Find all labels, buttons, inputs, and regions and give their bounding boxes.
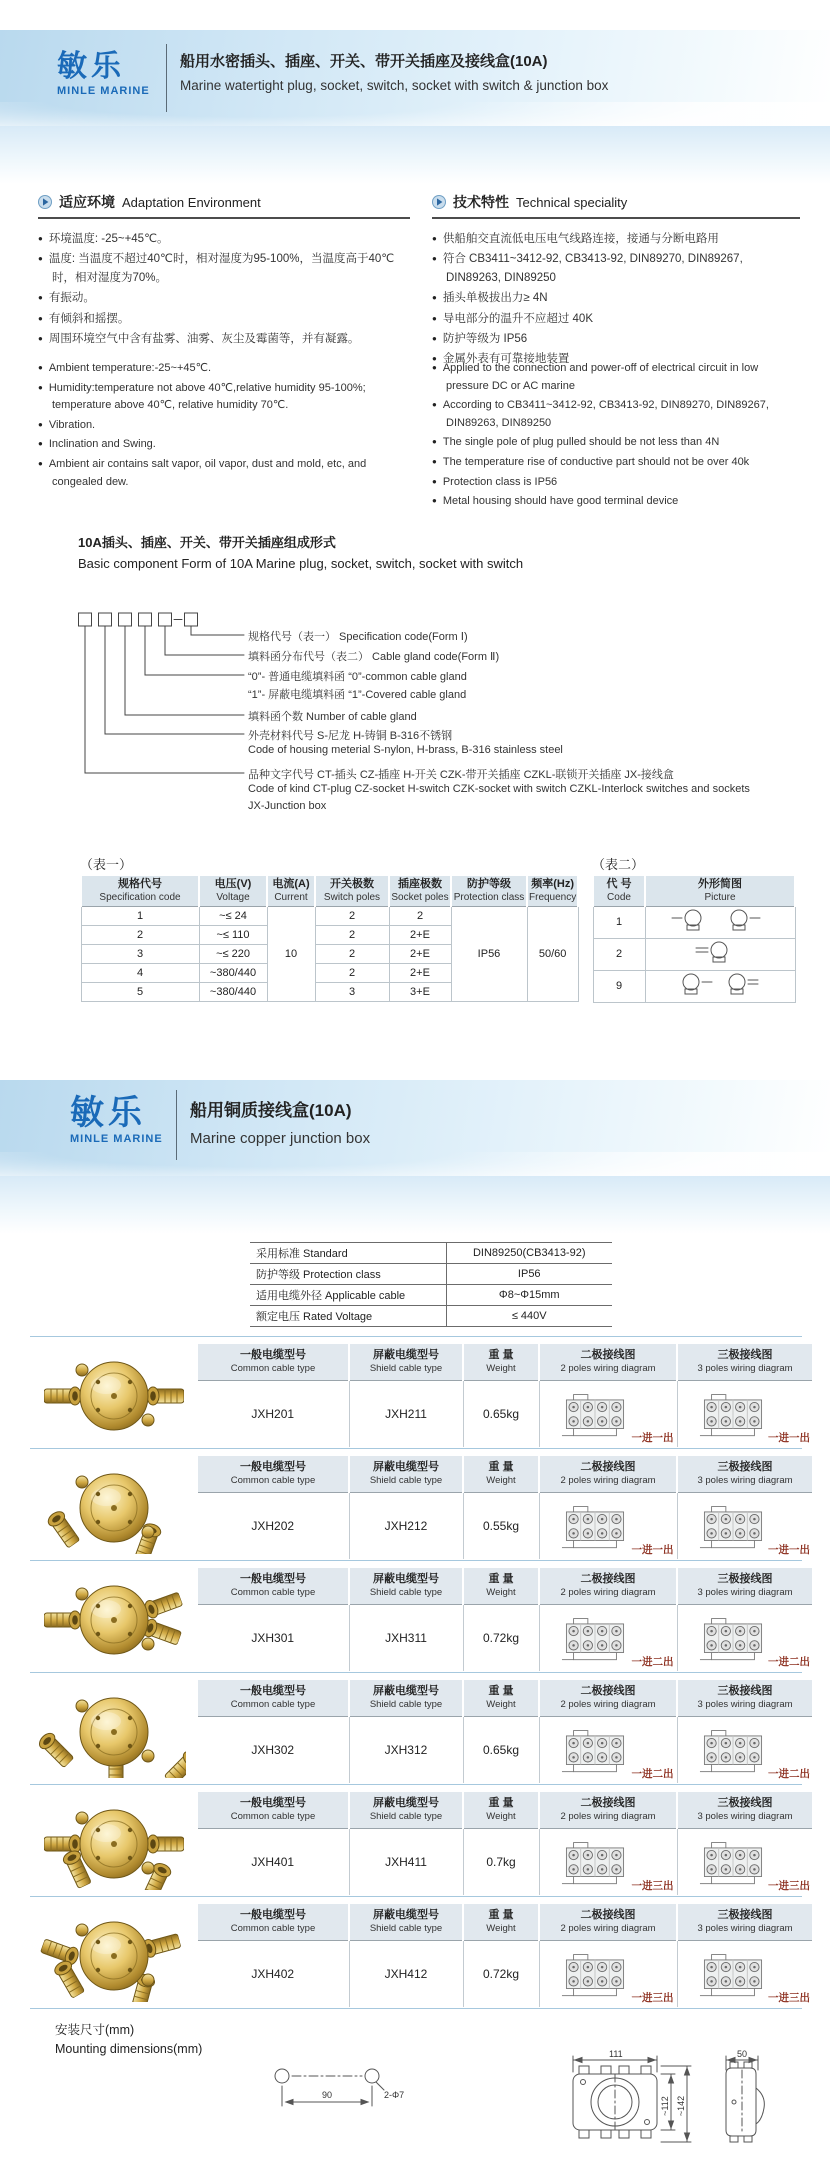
product-table: [196, 1456, 814, 1559]
weight-value: 0.7kg: [463, 1829, 539, 1896]
list-item: ● Humidity:temperature not above 40℃,relative humidity 95-100%; temperature above 40℃, relative humidity 70℃.: [38, 380, 410, 415]
wiring-3pole-cell: [677, 1605, 813, 1672]
product-row-jxh301: [0, 1560, 830, 1672]
list-item: ● 环境温度: -25~+45℃。: [38, 230, 410, 248]
adaptation-title-en: Adaptation Environment: [122, 194, 261, 210]
col-frequency: 频率(Hz) Frequency: [527, 876, 578, 906]
col-voltage: 电压(V) Voltage: [199, 876, 267, 906]
logo-cn-text: 敏乐: [57, 50, 125, 83]
wiring-caption: 一进二出: [631, 1768, 674, 1780]
wiring-caption: 一进三出: [631, 1880, 674, 1892]
terminal-block-icon: [693, 1615, 773, 1665]
common-cable-model: JXH402: [251, 1967, 295, 1981]
gland-layout-icon: [660, 972, 780, 998]
product-photo-jxh302: [36, 1682, 186, 1778]
logo-en-text: MINLE MARINE: [70, 1133, 163, 1145]
terminal-block-icon: [555, 1951, 635, 2001]
terminal-block-icon: [693, 1951, 773, 2001]
common-cable-model: JXH302: [251, 1743, 295, 1757]
adaptation-list-en: [38, 360, 410, 493]
brand-logo: [70, 1096, 163, 1145]
col-spec: 规格代号 Specification code: [81, 876, 199, 906]
gland-picture-2: [645, 938, 795, 970]
terminal-block-icon: [693, 1503, 773, 1553]
terminal-block-icon: [555, 1503, 635, 1553]
adaptation-section: [38, 192, 410, 488]
list-item: ● Ambient temperature:-25~+45℃.: [38, 360, 410, 378]
header-band-2-fade: [0, 1176, 830, 1234]
page-title-block: [190, 1096, 790, 1147]
product-table: [196, 1792, 814, 1895]
col-current: 电流(A) Current: [267, 876, 315, 906]
code-label-material: 外壳材料代号 S-尼龙 H-铸铜 B-316不锈钢: [248, 730, 453, 742]
terminal-block-icon: [693, 1391, 773, 1441]
product-photo-jxh202: [36, 1458, 186, 1554]
product-photo-jxh201: [36, 1346, 186, 1442]
table-header-row: [81, 876, 578, 906]
component-title-en: Basic component Form of 10A Marine plug, socket, switch, socket with switch: [78, 556, 524, 571]
technical-list-cn: [432, 230, 800, 371]
form2-label: （表二）: [592, 857, 645, 872]
list-item: ● Metal housing should have good terminal device: [432, 493, 800, 511]
terminal-block-icon: [555, 1391, 635, 1441]
table-row: [197, 1493, 813, 1560]
shield-cable-model: JXH312: [349, 1717, 463, 1784]
code-label-gland-1: “1”- 屏蔽电缆填料函 “1”-Covered cable gland: [248, 689, 467, 701]
component-code-section: [78, 532, 798, 832]
mounting-title-cn: 安装尺寸(mm): [55, 2023, 135, 2037]
dim-width: 111: [609, 2050, 623, 2059]
wiring-2pole-cell: [539, 1717, 677, 1784]
table-header-row: [593, 876, 795, 906]
wiring-2pole-cell: [539, 1381, 677, 1448]
form1-label: （表一）: [80, 857, 133, 872]
list-item: ● 周围环境空气中含有盐雾、油雾、灰尘及霉菌等，并有凝露。: [38, 330, 410, 348]
product-table: [196, 1344, 814, 1447]
col-code: 代 号 Code: [593, 876, 645, 906]
terminal-block-icon: [555, 1727, 635, 1777]
table-row: [197, 1717, 813, 1784]
table-row: [197, 1381, 813, 1448]
wiring-caption: 一进一出: [768, 1432, 810, 1444]
page-title-cn: 船用铜质接线盒(10A): [190, 1101, 352, 1120]
table-row: 2 ~≤ 110 2 2+E: [81, 925, 578, 944]
wiring-3pole-cell: [677, 1829, 813, 1896]
header-band-1-fade: [0, 126, 830, 184]
front-view-drawing: [535, 2050, 700, 2154]
mounting-title-en: Mounting dimensions(mm): [55, 2042, 203, 2056]
code-label-kind-en2: JX-Junction box: [248, 800, 327, 812]
gland-picture-1: [645, 906, 795, 938]
product-table: [196, 1568, 814, 1671]
dim-h1: ~112: [660, 2096, 670, 2116]
table-row: 5 ~380/440 3 3+E: [81, 982, 578, 1001]
header-divider: [176, 1090, 177, 1160]
standard-value: IP56: [446, 1264, 612, 1285]
table-row: [250, 1285, 612, 1306]
product-row-jxh401: [0, 1784, 830, 1896]
common-cable-model: JXH201: [251, 1407, 295, 1421]
list-item: ● The temperature rise of conductive part should not be over 40k: [432, 454, 800, 472]
page-title-en: Marine watertight plug, socket, switch, socket with switch & junction box: [180, 78, 609, 93]
standards-table: [250, 1242, 612, 1327]
technical-title-en: Technical speciality: [516, 194, 628, 210]
current-merged: 10: [267, 906, 315, 1001]
weight-value: 0.72kg: [463, 1941, 539, 2008]
gland-layout-icon: [660, 940, 780, 966]
table-row: 1: [593, 906, 795, 938]
wiring-3pole-cell: [677, 1381, 813, 1448]
standard-label: 防护等级 Protection class: [250, 1264, 446, 1285]
list-item: ● 插头单极拔出力≥ 4N: [432, 289, 800, 307]
list-item: ● 有倾斜和摇摆。: [38, 310, 410, 328]
table-row: 4 ~380/440 2 2+E: [81, 963, 578, 982]
technical-list-en: [432, 360, 800, 513]
list-item: ● Protection class is IP56: [432, 474, 800, 492]
header-divider: [166, 44, 167, 112]
table-row: [197, 1941, 813, 2008]
col-switch-poles: 开关极数 Switch poles: [315, 876, 389, 906]
table-row: [250, 1306, 612, 1327]
form1-table: [80, 876, 579, 1002]
technical-section: [432, 192, 800, 508]
code-label-kind-en: Code of kind CT-plug CZ-socket H-switch CZK-socket with switch CZKL-Interlock switches and sockets: [248, 783, 750, 795]
wiring-2pole-cell: [539, 1941, 677, 2008]
shield-cable-model: JXH411: [349, 1829, 463, 1896]
side-view-drawing: [700, 2050, 784, 2154]
dim-hole-size: 2-Φ7: [384, 2090, 405, 2100]
wiring-3pole-cell: [677, 1493, 813, 1560]
weight-value: 0.65kg: [463, 1381, 539, 1448]
product-row-jxh402: [0, 1896, 830, 2008]
list-item: ● Inclination and Swing.: [38, 436, 410, 454]
gland-picture-9: [645, 970, 795, 1002]
wiring-2pole-cell: [539, 1605, 677, 1672]
standard-label: 适用电缆外径 Applicable cable: [250, 1285, 446, 1306]
dim-h2: ~142: [676, 2095, 686, 2117]
shield-cable-model: JXH211: [349, 1381, 463, 1448]
form2-table: [592, 876, 796, 1003]
product-photo-jxh402: [36, 1906, 186, 2002]
code-structure-diagram: [78, 612, 258, 812]
wiring-3pole-cell: [677, 1717, 813, 1784]
weight-value: 0.65kg: [463, 1717, 539, 1784]
product-table: [196, 1904, 814, 2007]
table-row: 3 ~≤ 220 2 2+E: [81, 944, 578, 963]
product-row-jxh302: [0, 1672, 830, 1784]
adaptation-title: [38, 192, 410, 219]
list-item: ● 金属外表有可靠接地装置: [432, 350, 800, 368]
table-row: [250, 1243, 612, 1264]
product-photo-jxh301: [36, 1570, 186, 1666]
product-photo-jxh401: [36, 1794, 186, 1890]
dim-hole-span: 90: [322, 2090, 333, 2100]
wiring-caption: 一进一出: [631, 1544, 674, 1556]
wiring-caption: 一进三出: [631, 1992, 674, 2004]
table-header-row: 一般电缆型号 Common cable type 屏蔽电缆型号 Shield cable type 重 量 Weight 二极接线图 2 poles wiring diagram 三极接线图 3 poles wiring diagram: [197, 1344, 813, 1381]
adaptation-title-cn: 适应环境: [59, 194, 115, 210]
standard-label: 额定电压 Rated Voltage: [250, 1306, 446, 1327]
code-label-kind: 品种文字代号 CT-插头 CZ-插座 H-开关 CZK-带开关插座 CZKL-联锁开关插座 JX-接线盒: [248, 769, 674, 781]
list-item: ● The single pole of plug pulled should be not less than 4N: [432, 434, 800, 452]
wiring-caption: 一进二出: [768, 1768, 810, 1780]
table-row: 2: [593, 938, 795, 970]
table-header-row: 一般电缆型号 Common cable type 屏蔽电缆型号 Shield cable type 重 量 Weight 二极接线图 2 poles wiring diagram 三极接线图 3 poles wiring diagram: [197, 1456, 813, 1493]
wiring-caption: 一进三出: [768, 1992, 810, 2004]
logo-en-text: MINLE MARINE: [57, 85, 150, 97]
terminal-block-icon: [555, 1615, 635, 1665]
table-header-row: 一般电缆型号 Common cable type 屏蔽电缆型号 Shield cable type 重 量 Weight 二极接线图 2 poles wiring diagram 三极接线图 3 poles wiring diagram: [197, 1904, 813, 1941]
product-row-jxh201: [0, 1336, 830, 1448]
wiring-caption: 一进一出: [768, 1544, 810, 1556]
logo-cn-text: 敏乐: [70, 1094, 146, 1132]
shield-cable-model: JXH212: [349, 1493, 463, 1560]
list-item: ● 温度: 当温度不超过40℃时，相对湿度为95-100%，当温度高于40℃时，相对湿度为70%。: [38, 250, 410, 287]
table-header-row: 一般电缆型号 Common cable type 屏蔽电缆型号 Shield cable type 重 量 Weight 二极接线图 2 poles wiring diagram 三极接线图 3 poles wiring diagram: [197, 1568, 813, 1605]
common-cable-model: JXH401: [251, 1855, 295, 1869]
list-item: ● Ambient air contains salt vapor, oil vapor, dust and mold, etc, and congealed dew.: [38, 456, 410, 491]
protection-merged: IP56: [451, 906, 527, 1001]
standard-value: DIN89250(CB3413-92): [446, 1243, 612, 1264]
standard-value: Φ8~Φ15mm: [446, 1285, 612, 1306]
shield-cable-model: JXH412: [349, 1941, 463, 2008]
list-item: ● Vibration.: [38, 417, 410, 435]
wiring-caption: 一进一出: [631, 1432, 674, 1444]
standard-label: 采用标准 Standard: [250, 1243, 446, 1264]
wiring-3pole-cell: [677, 1941, 813, 2008]
common-cable-model: JXH301: [251, 1631, 295, 1645]
standard-value: ≤ 440V: [446, 1306, 612, 1327]
wiring-caption: 一进二出: [631, 1656, 674, 1668]
list-item: ● 符合 CB3411~3412-92, CB3413-92, DIN89270, DIN89267, DIN89263, DIN89250: [432, 250, 800, 287]
section-bullet-icon: [432, 195, 446, 209]
list-item: ● 有振动。: [38, 289, 410, 307]
list-item: ● According to CB3411~3412-92, CB3413-92, DIN89270, DIN89267, DIN89263, DIN89250: [432, 397, 800, 432]
table-header-row: 一般电缆型号 Common cable type 屏蔽电缆型号 Shield cable type 重 量 Weight 二极接线图 2 poles wiring diagram 三极接线图 3 poles wiring diagram: [197, 1792, 813, 1829]
row-divider: [30, 2008, 802, 2009]
col-socket-poles: 插座极数 Socket poles: [389, 876, 451, 906]
terminal-block-icon: [555, 1839, 635, 1889]
col-protection: 防护等级 Protection class: [451, 876, 527, 906]
product-table: [196, 1680, 814, 1783]
product-row-jxh202: [0, 1448, 830, 1560]
list-item: ● 供船舶交直流低电压电气线路连接，接通与分断电路用: [432, 230, 800, 248]
brand-logo: [57, 52, 150, 97]
hole-pattern-drawing: [252, 2048, 432, 2122]
section-bullet-icon: [38, 195, 52, 209]
list-item: ● Applied to the connection and power-off of electrical circuit in low pressure DC or AC marine: [432, 360, 800, 395]
wiring-caption: 一进二出: [768, 1656, 810, 1668]
weight-value: 0.72kg: [463, 1605, 539, 1672]
gland-layout-icon: [660, 908, 780, 934]
code-label-gland-0: “0”- 普通电缆填料函 “0”-common cable gland: [248, 671, 467, 683]
common-cable-model: JXH202: [251, 1519, 295, 1533]
technical-title-cn: 技术特性: [453, 194, 509, 210]
component-title-cn: 10A插头、插座、开关、带开关插座组成形式: [78, 535, 336, 550]
code-label-material-en: Code of housing meterial S-nylon, H-brass, B-316 stainless steel: [248, 744, 563, 756]
code-label-spec: 规格代号（表一） Specification code(Form Ⅰ): [248, 631, 468, 643]
table-row: [197, 1605, 813, 1672]
page-title-cn: 船用水密插头、插座、开关、带开关插座及接线盒(10A): [180, 53, 548, 70]
table-row: [197, 1829, 813, 1896]
list-item: ● 防护等级为 IP56: [432, 330, 800, 348]
table-header-row: 一般电缆型号 Common cable type 屏蔽电缆型号 Shield cable type 重 量 Weight 二极接线图 2 poles wiring diagram 三极接线图 3 poles wiring diagram: [197, 1680, 813, 1717]
terminal-block-icon: [693, 1839, 773, 1889]
wiring-2pole-cell: [539, 1493, 677, 1560]
technical-title: [432, 192, 800, 219]
adaptation-list-cn: [38, 230, 410, 350]
page-title-en: Marine copper junction box: [190, 1130, 371, 1147]
page-title-block: [180, 50, 800, 93]
terminal-block-icon: [693, 1727, 773, 1777]
list-item: ● 导电部分的温升不应超过 40K: [432, 310, 800, 328]
table-row: 1 ~≤ 24 10 2 2 IP56 50/60: [81, 906, 578, 925]
wiring-caption: 一进三出: [768, 1880, 810, 1892]
col-picture: 外形简图 Picture: [645, 876, 795, 906]
code-label-gland: 填料函分布代号（表二） Cable gland code(Form Ⅱ): [248, 651, 500, 663]
dim-depth: 50: [737, 2050, 748, 2059]
code-label-number: 填料函个数 Number of cable gland: [248, 711, 417, 723]
frequency-merged: 50/60: [527, 906, 578, 1001]
wiring-2pole-cell: [539, 1829, 677, 1896]
shield-cable-model: JXH311: [349, 1605, 463, 1672]
table-row: 9: [593, 970, 795, 1002]
weight-value: 0.55kg: [463, 1493, 539, 1560]
table-row: [250, 1264, 612, 1285]
